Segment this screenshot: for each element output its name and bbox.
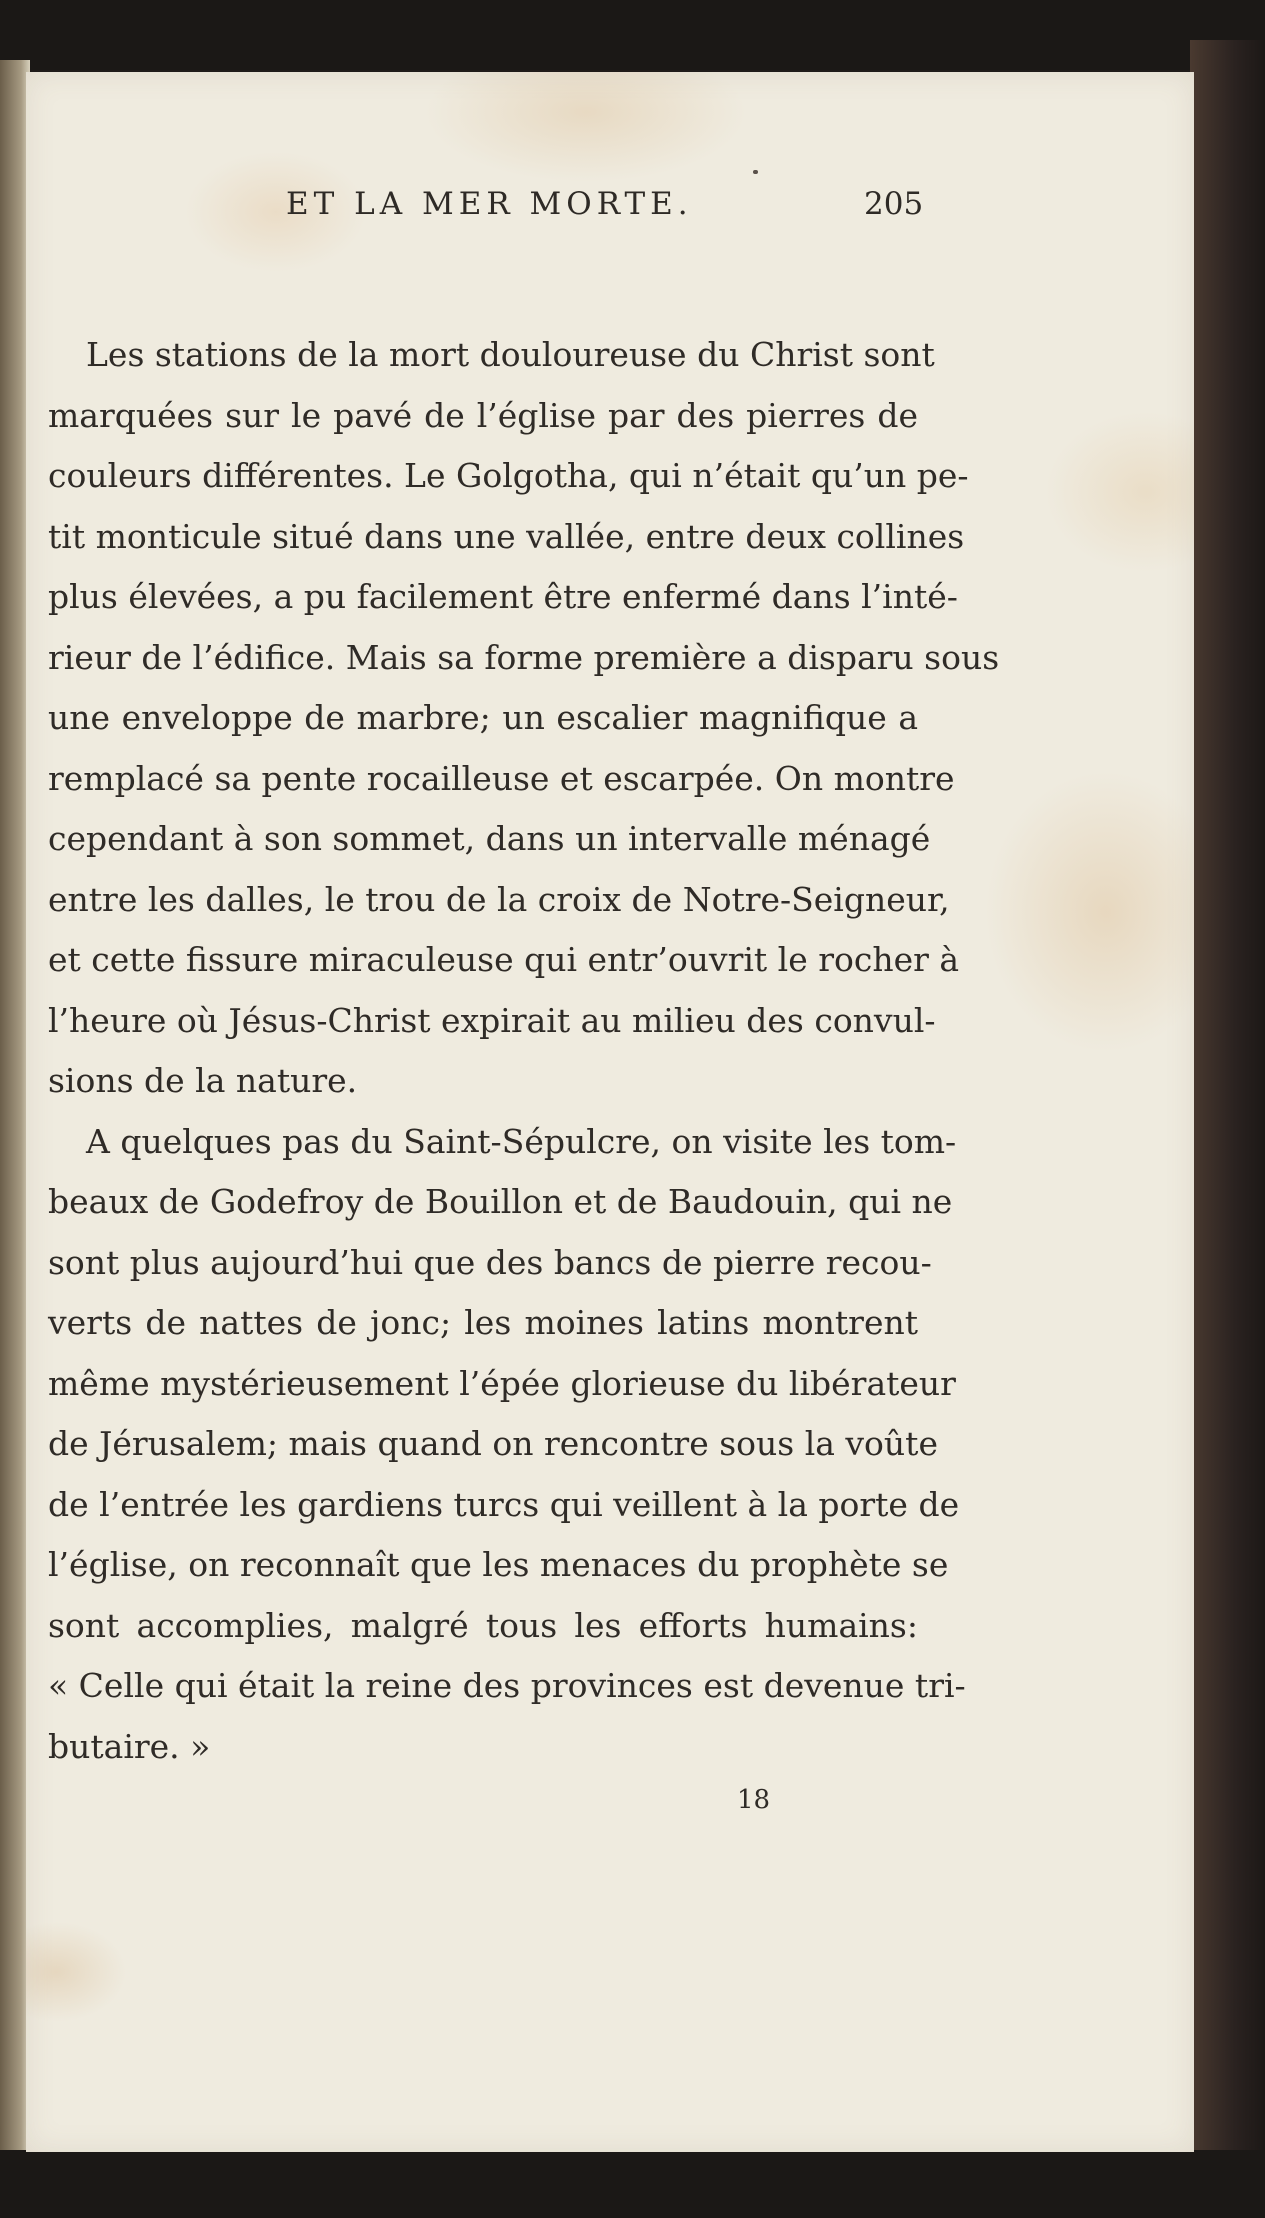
text-line: l’heure où Jésus-Christ expirait au milieu des convul- [48, 1000, 936, 1040]
text-line: l’église, on reconnaît que les menaces du prophète se [48, 1545, 949, 1584]
text-line: beaux de Godefroy de Bouillon et de Baudouin, qui ne [48, 1182, 953, 1221]
scan-bottom-border [0, 2150, 1265, 2218]
text-line: sont plus aujourd’hui que des bancs de pierre recou- [48, 1242, 932, 1282]
text-line: même mystérieusement l’épée glorieuse du libérateur [48, 1363, 956, 1403]
text-line: de l’entrée les gardiens turcs qui veillent à la porte de [48, 1484, 960, 1524]
signature-mark: 18 [737, 1785, 771, 1815]
text-line: de Jérusalem; mais quand on rencontre sous la voûte [48, 1424, 938, 1463]
text-line: sont accomplies, malgré tous les efforts humains: [48, 1605, 918, 1645]
text-line: tit monticule situé dans une vallée, entre deux collines [48, 516, 965, 556]
text-line: une enveloppe de marbre; un escalier magnifique a [48, 698, 918, 737]
running-title: ET LA MER MORTE. [286, 186, 693, 222]
text-line: cependant à son sommet, dans un intervalle ménagé [48, 819, 931, 858]
text-line: remplacé sa pente rocailleuse et escarpée. On montre [48, 758, 955, 798]
text-line: Les stations de la mort douloureuse du Christ sont [86, 335, 935, 374]
text-line: plus élevées, a pu facilement être enfermé dans l’inté- [48, 577, 958, 616]
text-line: rieur de l’édifice. Mais sa forme première a disparu sous [48, 637, 1000, 677]
scan-top-border [0, 0, 1265, 70]
book-right-edge [1190, 40, 1265, 2160]
text-line: sions de la nature. [48, 1061, 358, 1100]
text-line: et cette fissure miraculeuse qui entr’ouvrit le rocher à [48, 940, 960, 979]
text-line: « Celle qui était la reine des provinces est devenue tri- [48, 1666, 966, 1705]
page-number: 205 [864, 186, 924, 222]
text-line: butaire. » [48, 1726, 211, 1766]
body-text [48, 325, 1000, 1777]
text-line: marquées sur le pavé de l’église par des pierres de [48, 395, 918, 435]
ink-speck [753, 170, 758, 174]
text-line: verts de nattes de jonc; les moines latins montrent [48, 1303, 918, 1342]
running-head [0, 186, 1265, 236]
text-line: A quelques pas du Saint-Sépulcre, on visite les tom- [86, 1121, 957, 1161]
text-line: entre les dalles, le trou de la croix de Notre-Seigneur, [48, 879, 950, 919]
text-line: couleurs différentes. Le Golgotha, qui n’était qu’un pe- [48, 456, 969, 495]
